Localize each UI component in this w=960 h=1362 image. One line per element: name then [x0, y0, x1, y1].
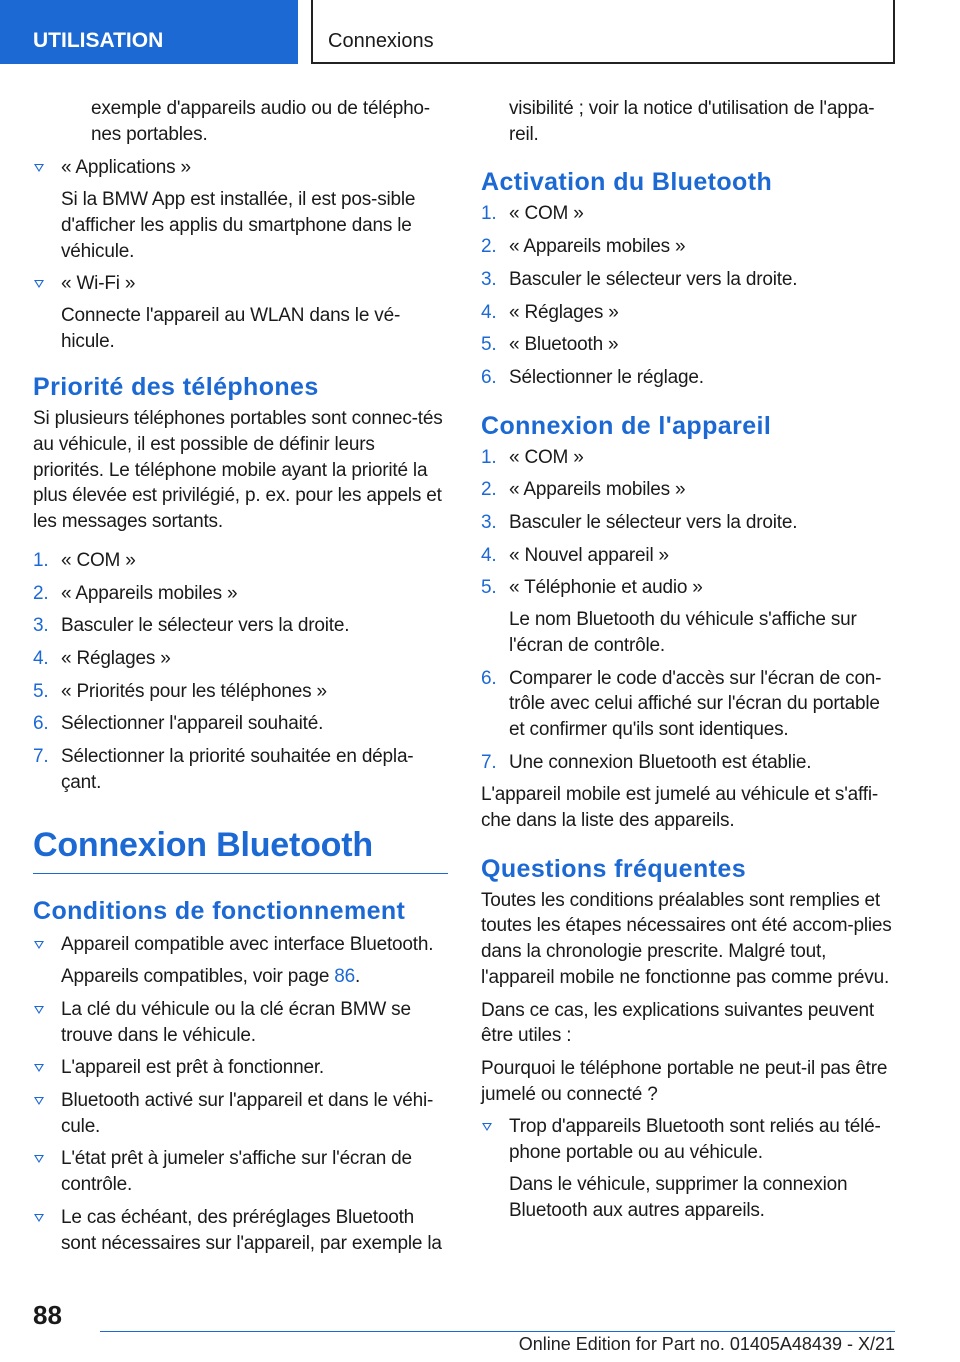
list-item	[33, 613, 448, 639]
list-item	[33, 997, 448, 1048]
step-number: 1.	[33, 549, 49, 571]
chapter-heading: Connexion Bluetooth	[33, 825, 448, 874]
step-number: 2.	[481, 479, 497, 501]
section-heading: Connexion de l'appareil	[481, 411, 772, 440]
step-number: 2.	[481, 236, 497, 258]
step-number: 6.	[481, 667, 497, 689]
step-number: 5.	[481, 334, 497, 356]
triangle-bullet-icon	[34, 1155, 44, 1163]
list-item	[33, 744, 448, 795]
condition-note-end: .	[355, 966, 361, 988]
list-item	[33, 711, 448, 737]
condition-text: Le cas échéant, des préréglages Bluetooth sont nécessaires sur l'appareil, par exemple la	[61, 1206, 442, 1254]
faq-answer: Trop d'appareils Bluetooth sont reliés au télé-phone portable ou au véhicule.	[509, 1116, 881, 1164]
section-heading: Priorité des téléphones	[33, 373, 319, 402]
triangle-bullet-icon	[34, 1097, 44, 1105]
step-text: Sélectionner le réglage.	[509, 366, 704, 388]
chapter-title: Connexions	[311, 0, 895, 64]
continued-text: visibilité ; voir la notice d'utilisation de l'appa-reil.	[509, 98, 875, 145]
section-heading: Activation du Bluetooth	[481, 168, 773, 197]
paragraph: Si plusieurs téléphones portables sont connec-tés au véhicule, il est possible de définir leurs priorités. Le téléphone mobile ayant la priorité la plus élevée est privilégié, p. ex. pour les appels et les messages sortants.	[33, 408, 443, 533]
condition-text: Appareil compatible avec interface Bluetooth.	[61, 934, 434, 956]
faq-question: Pourquoi le téléphone portable ne peut-il pas être jumelé ou connecté ?	[481, 1057, 888, 1105]
triangle-bullet-icon	[34, 1064, 44, 1072]
step-number: 3.	[33, 615, 49, 637]
right-column	[481, 96, 897, 1230]
condition-text: L'état prêt à jumeler s'affiche sur l'écran de contrôle.	[61, 1148, 412, 1196]
list-item	[481, 300, 897, 326]
list-item	[33, 932, 448, 989]
list-item	[33, 1205, 448, 1256]
list-item	[481, 543, 897, 569]
step-text: « Réglages »	[61, 647, 171, 669]
page-header	[0, 0, 960, 66]
condition-text: La clé du véhicule ou la clé écran BMW se trouve dans le véhicule.	[61, 998, 411, 1046]
step-text: « Bluetooth »	[509, 334, 619, 356]
step-text: « Appareils mobiles »	[61, 582, 238, 604]
triangle-bullet-icon	[34, 164, 44, 172]
step-number: 6.	[481, 366, 497, 388]
step-number: 6.	[33, 713, 49, 735]
page-number: 88	[33, 1300, 62, 1330]
list-item	[481, 445, 897, 471]
triangle-bullet-icon	[34, 1006, 44, 1014]
triangle-bullet-icon	[34, 941, 44, 949]
step-text: « COM »	[509, 446, 584, 468]
step-text: Basculer le sélecteur vers la droite.	[509, 268, 798, 290]
step-text: Comparer le code d'accès sur l'écran de con-trôle avec celui affiché sur l'écran du portable et confirmer qu'ils sont identiques.	[509, 667, 882, 740]
options-list	[33, 155, 448, 354]
list-item	[33, 581, 448, 607]
continued-text: exemple d'appareils audio ou de télépho-nes portables.	[91, 98, 430, 145]
list-item	[481, 332, 897, 358]
step-text: Une connexion Bluetooth est établie.	[509, 751, 812, 773]
step-number: 7.	[481, 751, 497, 773]
list-item	[33, 646, 448, 672]
paragraph: Dans ce cas, les explications suivantes peuvent être utiles :	[481, 999, 874, 1047]
step-number: 3.	[481, 268, 497, 290]
list-item	[33, 1146, 448, 1197]
list-item	[33, 1088, 448, 1139]
step-number: 4.	[481, 301, 497, 323]
step-text: Basculer le sélecteur vers la droite.	[509, 512, 798, 534]
section-heading: Questions fréquentes	[481, 854, 746, 883]
step-number: 4.	[481, 544, 497, 566]
step-number: 3.	[481, 512, 497, 534]
step-text: « Priorités pour les téléphones »	[61, 680, 327, 702]
faq-list	[481, 1114, 897, 1223]
option-description: Connecte l'appareil au WLAN dans le vé-hicule.	[61, 304, 401, 352]
list-item	[481, 365, 897, 391]
step-text: Sélectionner l'appareil souhaité.	[61, 713, 324, 735]
condition-text: Bluetooth activé sur l'appareil et dans le véhi-cule.	[61, 1089, 434, 1137]
paragraph: Toutes les conditions préalables sont remplies et toutes les étapes nécessaires ont été accom-plies dans la chronologie prescrite. Malgré tout, l'appareil mobile ne fonctionne pas comme prévu.	[481, 889, 892, 988]
step-number: 1.	[481, 446, 497, 468]
step-text: « COM »	[61, 549, 136, 571]
step-number: 7.	[33, 746, 49, 768]
list-item	[481, 750, 897, 776]
step-text: « Téléphonie et audio »	[509, 577, 703, 599]
paragraph: L'appareil mobile est jumelé au véhicule et s'affi-che dans la liste des appareils.	[481, 784, 878, 832]
list-item	[33, 271, 448, 354]
list-item	[481, 234, 897, 260]
condition-note-text: Appareils compatibles, voir page	[61, 966, 335, 988]
triangle-bullet-icon	[482, 1123, 492, 1131]
list-item	[481, 201, 897, 227]
step-text: « Appareils mobiles »	[509, 236, 686, 258]
step-text: Basculer le sélecteur vers la droite.	[61, 615, 350, 637]
conditions-list	[33, 932, 448, 1256]
list-item	[481, 1114, 897, 1223]
condition-note	[61, 964, 448, 990]
step-text: Sélectionner la priorité souhaitée en dépla-çant.	[61, 746, 414, 793]
option-label: « Wi-Fi »	[61, 273, 136, 295]
page-link[interactable]: 86	[334, 966, 356, 988]
step-note: Le nom Bluetooth du véhicule s'affiche sur l'écran de contrôle.	[509, 609, 857, 656]
list-item	[481, 575, 897, 658]
step-number: 5.	[33, 680, 49, 702]
faq-answer-note: Dans le véhicule, supprimer la connexion Bluetooth aux autres appareils.	[509, 1173, 848, 1221]
step-number: 4.	[33, 647, 49, 669]
option-description: Si la BMW App est installée, il est pos-sible d'afficher les applis du smartphone dans le véhicule.	[61, 189, 416, 262]
triangle-bullet-icon	[34, 280, 44, 288]
section-tab: UTILISATION	[0, 0, 298, 64]
list-item	[33, 548, 448, 574]
list-item	[33, 679, 448, 705]
step-text: « Réglages »	[509, 301, 619, 323]
footer-edition: Online Edition for Part no. 01405A48439 - X/21	[518, 1334, 895, 1354]
step-number: 1.	[481, 203, 497, 225]
step-text: « COM »	[509, 203, 584, 225]
steps-list	[481, 201, 897, 390]
list-item	[481, 666, 897, 743]
step-number: 5.	[481, 577, 497, 599]
list-item	[33, 155, 448, 264]
option-label: « Applications »	[61, 157, 191, 179]
steps-list	[33, 548, 448, 796]
step-text: « Appareils mobiles »	[509, 479, 686, 501]
steps-list	[481, 445, 897, 776]
step-number: 2.	[33, 582, 49, 604]
condition-text: L'appareil est prêt à fonctionner.	[61, 1057, 325, 1079]
footer-divider	[100, 1331, 895, 1332]
list-item	[481, 510, 897, 536]
triangle-bullet-icon	[34, 1214, 44, 1222]
section-heading: Conditions de fonctionnement	[33, 897, 406, 926]
step-text: « Nouvel appareil »	[509, 544, 669, 566]
list-item	[481, 477, 897, 503]
list-item	[481, 267, 897, 293]
list-item	[33, 1055, 448, 1081]
left-column	[33, 96, 448, 1263]
